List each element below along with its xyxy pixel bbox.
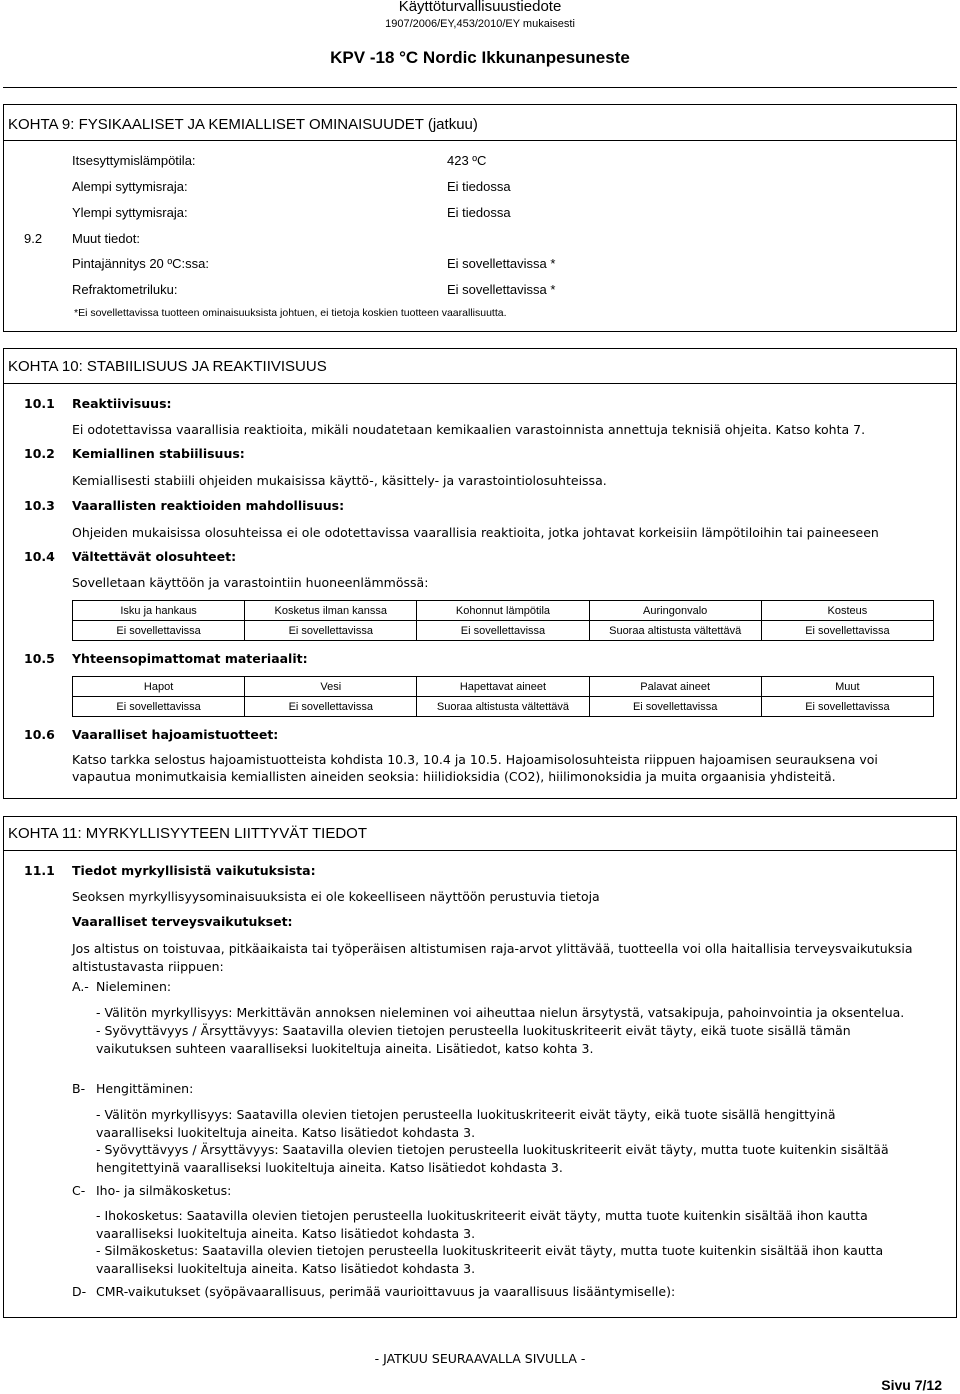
document-type: Käyttöturvallisuustiedote: [398, 0, 562, 15]
footnote: *Ei sovellettavissa tuotteen ominaisuuksista johtuen, ei tietoja koskien tuotteen vaarallisuutta.: [74, 307, 507, 319]
route-label: B-: [72, 1081, 86, 1096]
prop-label: Ylempi syttymisraja:: [72, 205, 188, 220]
route-item: - Välitön myrkyllisyys: Saatavilla olevien tietojen perusteella luokituskriteerit eivät täyty, eikä tuote sisällä hengittyinä: [96, 1107, 836, 1122]
table-cell: Ei sovellettavissa: [73, 697, 245, 717]
table-row: [73, 621, 934, 641]
route-title: CMR-vaikutukset (syöpävaarallisuus, perimää vaurioittavuus ja vaarallisuus lisääntymiselle):: [96, 1284, 676, 1299]
route-title: Iho- ja silmäkosketus:: [96, 1183, 232, 1198]
subsection-number: 10.1: [24, 396, 55, 411]
route-item: vaikutuksen suhteen vaaralliseksi luokiteltuja aineita. Lisätiedot, katso kohta 3.: [96, 1041, 594, 1056]
subsection-number: 10.5: [24, 651, 55, 666]
section-10-title-divider: [3, 383, 957, 384]
route-item: hengitettyinä vaaralliseksi luokiteltuja aineita. Katso lisätiedot kohdasta 3.: [96, 1160, 563, 1175]
health-effects-text: Jos altistus on toistuvaa, pitkäaikaista tai työperäisen altistumisen raja-arvot ylittävää, tuotteella voi olla haitallisia terveysvaikutuksia: [72, 941, 913, 956]
table-cell: Ei sovellettavissa: [589, 697, 761, 717]
subsection-number: 11.1: [24, 863, 55, 878]
subsection-title: Vältettävät olosuhteet:: [72, 549, 237, 564]
subsection-title: Vaaralliset hajoamistuotteet:: [72, 727, 279, 742]
route-item: - Syövyttävyys / Ärsyttävyys: Saatavilla olevien tietojen perusteella luokituskriteerit eivät täyty, mutta tuote kuitenkin sisältää: [96, 1142, 889, 1157]
prop-value: Ei sovellettavissa *: [447, 282, 556, 297]
prop-value: Ei sovellettavissa *: [447, 256, 556, 271]
prop-label: Pintajännitys 20 ºC:ssa:: [72, 256, 209, 271]
prop-label: Itsesyttymislämpötila:: [72, 153, 196, 168]
table-row: [73, 697, 934, 717]
table-cell: Suoraa altistusta vältettävä: [589, 621, 761, 641]
prop-label: Alempi syttymisraja:: [72, 179, 188, 194]
subsection-title: Kemiallinen stabiilisuus:: [72, 446, 245, 461]
subsection-text: Ei odotettavissa vaarallisia reaktioita, mikäli noudatetaan kemikaalien varastoinnista annettuja teknisiä ohjeita. Katso kohta 7.: [72, 422, 866, 437]
table-cell: Ei sovellettavissa: [417, 621, 589, 641]
table-header-cell: Auringonvalo: [589, 601, 761, 621]
route-label: A.-: [72, 979, 89, 994]
table-header-cell: Kosketus ilman kanssa: [245, 601, 417, 621]
materials-table: [72, 676, 934, 717]
subsection-text: Sovelletaan käyttöön ja varastointiin huoneenlämmössä:: [72, 575, 429, 590]
table-header-cell: Hapot: [73, 677, 245, 697]
subsection-number: 10.4: [24, 549, 55, 564]
table-header-cell: Vesi: [245, 677, 417, 697]
subsection-text: Kemiallisesti stabiili ohjeiden mukaisissa käyttö-, käsittely- ja varastointiolosuhteissa.: [72, 473, 607, 488]
subsection-title: Reaktiivisuus:: [72, 396, 172, 411]
route-title: Hengittäminen:: [96, 1081, 194, 1096]
route-item: vaaralliseksi luokiteltuja aineita. Katso lisätiedot kohdasta 3.: [96, 1226, 476, 1241]
subsection-text: Ohjeiden mukaisissa olosuhteissa ei ole odotettavissa vaarallisia reaktioita, jotka johtavat korkeisiin lämpötiloihin tai paineeseen: [72, 525, 879, 540]
section-9-title-divider: [3, 140, 957, 141]
subsection-number: 9.2: [24, 231, 43, 246]
health-effects-text: altistustavasta riippuen:: [72, 959, 224, 974]
header-divider: [3, 87, 957, 88]
section-10-title: KOHTA 10: STABIILISUUS JA REAKTIIVISUUS: [8, 358, 327, 375]
route-item: - Syövyttävyys / Ärsyttävyys: Saatavilla olevien tietojen perusteella luokituskriteerit eivät täyty, eikä tuote sisällä tämän: [96, 1023, 851, 1038]
table-cell: Ei sovellettavissa: [245, 697, 417, 717]
continue-notice: - JATKUU SEURAAVALLA SIVULLA -: [374, 1351, 586, 1366]
route-title: Nieleminen:: [96, 979, 172, 994]
table-header-cell: Hapettavat aineet: [417, 677, 589, 697]
subsection-text: vapautua monimutkaisia kemiallisten aineiden seoksia: hiilidioksidia (CO2), hiilimonoksidia ja muita orgaanisia yhdisteitä.: [72, 769, 836, 784]
prop-value: Ei tiedossa: [447, 205, 511, 220]
route-item: - Silmäkosketus: Saatavilla olevien tietojen perusteella luokituskriteerit eivät täyty, mutta tuote kuitenkin sisältää ihon kautta: [96, 1243, 884, 1258]
table-header-cell: Palavat aineet: [589, 677, 761, 697]
prop-value: Ei tiedossa: [447, 179, 511, 194]
subsection-text: Katso tarkka selostus hajoamistuotteista kohdista 10.3, 10.4 ja 10.5. Hajoamisolosuhteista riippuen hajoamisen seurauksena voi: [72, 752, 878, 767]
section-11-title: KOHTA 11: MYRKYLLISYYTEEN LIITTYVÄT TIEDOT: [8, 825, 367, 842]
prop-label: Refraktometriluku:: [72, 282, 178, 297]
subsection-text: Seoksen myrkyllisyysominaisuuksista ei ole kokeelliseen näyttöön perustuvia tietoja: [72, 889, 600, 904]
subsection-number: 10.2: [24, 446, 55, 461]
subsection-number: 10.6: [24, 727, 55, 742]
route-label: D-: [72, 1284, 87, 1299]
table-header-cell: Isku ja hankaus: [73, 601, 245, 621]
subsection-title: Tiedot myrkyllisistä vaikutuksista:: [72, 863, 316, 878]
table-cell: Ei sovellettavissa: [73, 621, 245, 641]
page-number: Sivu 7/12: [881, 1377, 942, 1393]
route-label: C-: [72, 1183, 86, 1198]
route-item: - Välitön myrkyllisyys: Merkittävän annoksen nieleminen voi aiheuttaa nielun ärsytystä, vatsakipuja, pahoinvointia ja oksentelua.: [96, 1005, 905, 1020]
route-item: vaaralliseksi luokiteltuja aineita. Katso lisätiedot kohdasta 3.: [96, 1125, 476, 1140]
product-name: KPV -18 °C Nordic Ikkunanpesuneste: [330, 48, 630, 67]
subsection-title: Vaarallisten reaktioiden mahdollisuus:: [72, 498, 345, 513]
regulation-reference: 1907/2006/EY,453/2010/EY mukaisesti: [385, 18, 575, 30]
subsection-title: Muut tiedot:: [72, 231, 140, 246]
prop-value: 423 ºC: [447, 153, 487, 168]
subsection-number: 10.3: [24, 498, 55, 513]
table-header-cell: Kohonnut lämpötila: [417, 601, 589, 621]
subsection-title: Yhteensopimattomat materiaalit:: [72, 651, 308, 666]
conditions-table: [72, 600, 934, 641]
table-header-cell: Muut: [761, 677, 933, 697]
table-header-cell: Kosteus: [761, 601, 933, 621]
section-11-title-divider: [3, 850, 957, 851]
table-header-row: [73, 601, 934, 621]
table-cell: Ei sovellettavissa: [245, 621, 417, 641]
section-9-title: KOHTA 9: FYSIKAALISET JA KEMIALLISET OMINAISUUDET (jatkuu): [8, 116, 478, 133]
table-header-row: [73, 677, 934, 697]
health-effects-title: Vaaralliset terveysvaikutukset:: [72, 914, 293, 929]
table-cell: Ei sovellettavissa: [761, 697, 933, 717]
route-item: - Ihokosketus: Saatavilla olevien tietojen perusteella luokituskriteerit eivät täyty, mutta tuote kuitenkin sisältää ihon kautta: [96, 1208, 868, 1223]
route-item: vaaralliseksi luokiteltuja aineita. Katso lisätiedot kohdasta 3.: [96, 1261, 476, 1276]
table-cell: Suoraa altistusta vältettävä: [417, 697, 589, 717]
table-cell: Ei sovellettavissa: [761, 621, 933, 641]
